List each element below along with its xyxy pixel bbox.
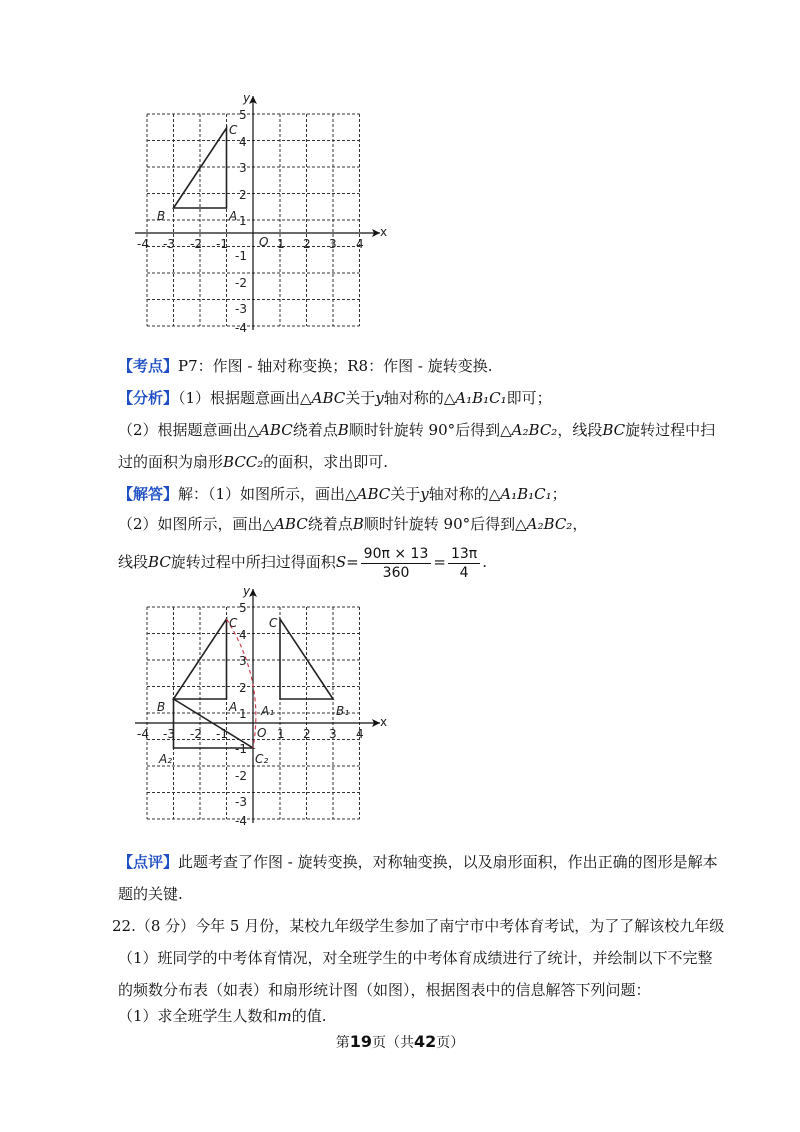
coordinate-graph-2 <box>135 585 395 830</box>
fenxi-line-2: （2）根据题意画出△ABC绕着点B顺时针旋转 90°后得到△A₂BC₂，线段BC旋转过程中扫 <box>118 421 716 439</box>
fraction-1: $\frac{90\pi \times 13}{360}$ <box>361 545 432 582</box>
svg-text:-4: -4 <box>235 814 247 828</box>
svg-text:A: A <box>229 700 238 714</box>
svg-text:A₁: A₁ <box>261 704 275 718</box>
svg-text:B: B <box>157 209 166 223</box>
svg-text:2: 2 <box>239 681 247 695</box>
svg-text:4: 4 <box>356 237 364 251</box>
svg-text:-2: -2 <box>235 276 247 290</box>
svg-text:x: x <box>380 225 388 239</box>
q22-line-1: 22.（8 分）今年 5 月份，某校九年级学生参加了南宁市中考体育考试，为了了解该校九年级 <box>112 917 725 935</box>
svg-text:2: 2 <box>303 237 311 251</box>
svg-text:y: y <box>243 91 251 105</box>
jieda-tag: 【解答】 <box>118 485 179 503</box>
fenxi-tag: 【分析】 <box>118 389 179 407</box>
svg-text:-3: -3 <box>235 302 247 316</box>
svg-text:-3: -3 <box>163 727 175 741</box>
svg-text:-4: -4 <box>235 321 247 335</box>
svg-text:5: 5 <box>239 108 247 122</box>
svg-text:4: 4 <box>239 628 247 642</box>
dianping-line-1: 【点评】此题考查了作图 - 旋转变换，对称轴变换，以及扇形面积，作出正确的图形是解本 <box>118 853 718 871</box>
svg-text:1: 1 <box>277 237 285 251</box>
svg-text:4: 4 <box>356 727 364 741</box>
svg-text:-2: -2 <box>235 769 247 783</box>
svg-text:-3: -3 <box>163 237 175 251</box>
svg-text:C₂: C₂ <box>255 752 269 766</box>
svg-text:-4: -4 <box>137 727 149 741</box>
svg-text:4: 4 <box>239 135 247 149</box>
page-footer: 第19页（共42页） <box>335 1032 465 1051</box>
jieda-line-3: 线段BC旋转过程中所扫过得面积S= $\frac{90\pi \times 13}{360}$ = $\frac{13\pi}{4}$ . <box>118 545 487 581</box>
svg-text:1: 1 <box>277 727 285 741</box>
svg-text:-1: -1 <box>216 727 228 741</box>
svg-text:C: C <box>269 616 278 630</box>
svg-text:3: 3 <box>239 161 247 175</box>
kaodian-tag: 【考点】 <box>118 357 179 375</box>
kaodian-line: 【考点】P7：作图 - 轴对称变换；R8：作图 - 旋转变换. <box>118 357 493 375</box>
svg-text:A: A <box>229 209 238 223</box>
svg-text:y: y <box>243 585 251 598</box>
svg-text:-2: -2 <box>190 237 202 251</box>
svg-text:1: 1 <box>239 707 247 721</box>
svg-text:-4: -4 <box>137 237 149 251</box>
q22-line-3: 的频数分布表（如表）和扇形统计图（如图），根据图表中的信息解答下列问题： <box>118 981 651 999</box>
fraction-2: $\frac{13\pi}{4}$ <box>448 545 480 582</box>
dianping-line-2: 题的关键. <box>118 885 183 903</box>
jieda-line-2: （2）如图所示，画出△ABC绕着点B顺时针旋转 90°后得到△A₂BC₂， <box>118 515 588 533</box>
svg-text:2: 2 <box>239 188 247 202</box>
svg-text:3: 3 <box>239 654 247 668</box>
fenxi-line-3: 过的面积为扇形BCC₂的面积，求出即可. <box>118 453 389 471</box>
svg-text:-2: -2 <box>190 727 202 741</box>
svg-text:-1: -1 <box>235 742 247 756</box>
svg-text:C: C <box>229 616 238 630</box>
svg-text:2: 2 <box>303 727 311 741</box>
jieda-line-1: 【解答】解：（1）如图所示，画出△ABC关于y轴对称的△A₁B₁C₁； <box>118 485 567 503</box>
svg-text:C: C <box>229 123 238 137</box>
svg-text:3: 3 <box>329 727 337 741</box>
svg-text:x: x <box>380 715 388 729</box>
dianping-tag: 【点评】 <box>118 853 179 871</box>
svg-text:B₁: B₁ <box>336 704 350 718</box>
q22-line-4: （1）求全班学生人数和m的值. <box>118 1007 327 1025</box>
coordinate-graph-1 <box>135 90 395 335</box>
svg-text:O: O <box>257 726 267 740</box>
svg-text:A₂: A₂ <box>159 752 173 766</box>
svg-text:B: B <box>157 700 166 714</box>
svg-text:O: O <box>259 235 269 249</box>
svg-text:-3: -3 <box>235 795 247 809</box>
svg-text:3: 3 <box>329 237 337 251</box>
svg-text:-1: -1 <box>235 249 247 263</box>
svg-text:1: 1 <box>239 214 247 228</box>
q22-line-2: （1）班同学的中考体育情况，对全班学生的中考体育成绩进行了统计，并绘制以下不完整 <box>118 949 713 967</box>
svg-text:5: 5 <box>239 601 247 615</box>
svg-text:-1: -1 <box>216 237 228 251</box>
fenxi-line-1: 【分析】（1）根据题意画出△ABC关于y轴对称的△A₁B₁C₁即可； <box>118 389 552 407</box>
